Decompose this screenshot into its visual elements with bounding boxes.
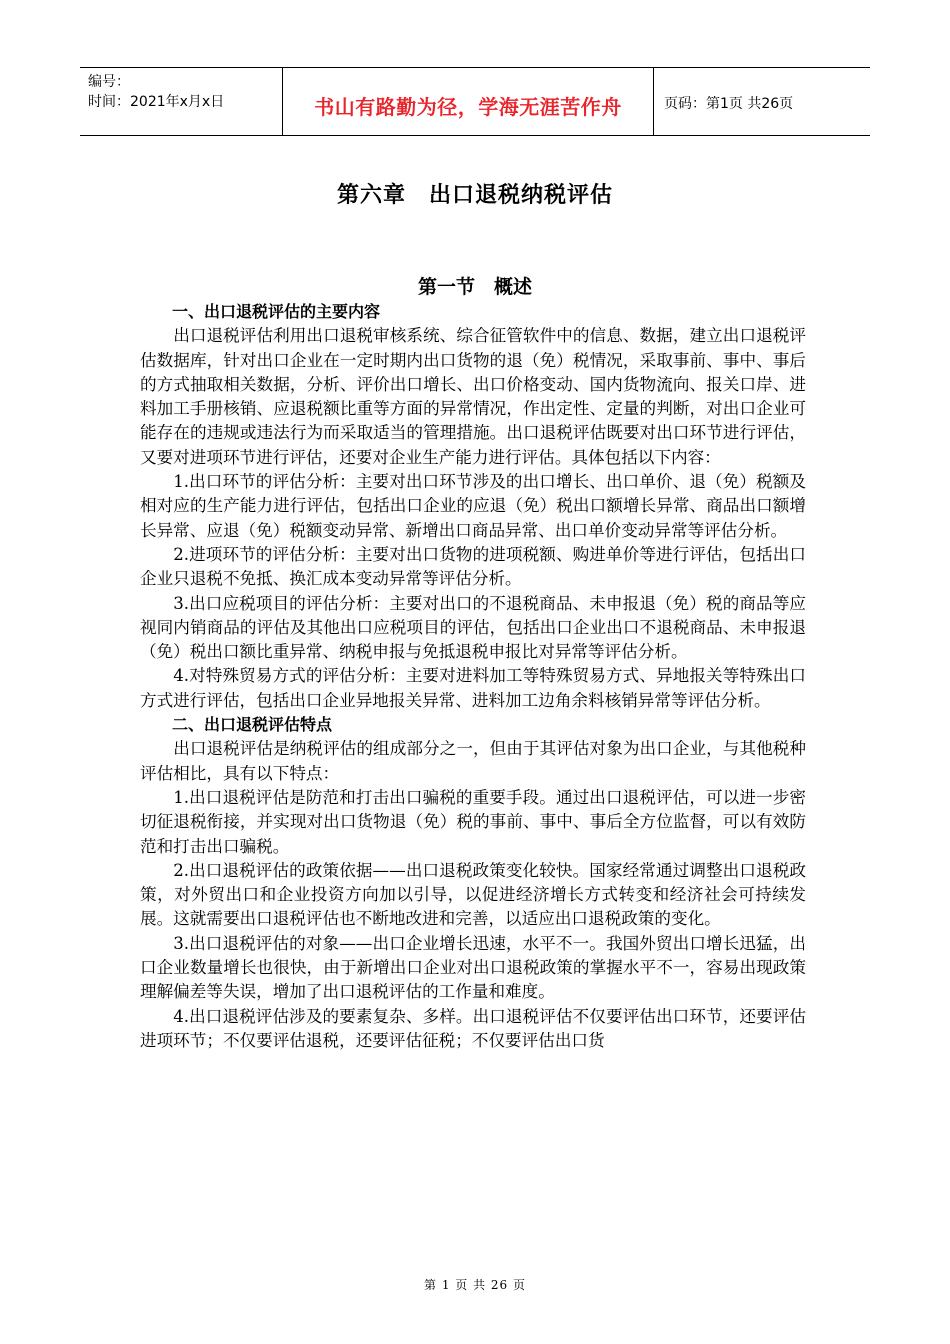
header-number-label: 编号： xyxy=(88,74,130,90)
paragraph: 3.出口应税项目的评估分析：主要对出口的不退税商品、未申报退（免）税的商品等应视同内销商品的评估及其他出口应税项目的评估，包括出口企业出口不退税商品、未申报退（免）税出口额比重异常、纳税申报与免抵退税申报比对异常等评估分析。 xyxy=(140,593,806,662)
paragraph: 4.对特殊贸易方式的评估分析：主要对进料加工等特殊贸易方式、异地报关等特殊出口方式进行评估，包括出口企业异地报关异常、进料加工边角余料核销异常等评估分析。 xyxy=(140,666,806,710)
paragraph: 1.出口环节的评估分析：主要对出口环节涉及的出口增长、出口单价、退（免）税额及相对应的生产能力进行评估，包括出口企业的应退（免）税出口额增长异常、商品出口额增长异常、应退（免）税额变动异常、新增出口商品异常、出口单价变动异常等评估分析。 xyxy=(140,472,806,540)
header-motto: 书山有路勤为径，学海无涯苦作舟 xyxy=(314,95,622,119)
chapter-title: 第六章 出口退税纳税评估 xyxy=(336,183,613,208)
header-meta xyxy=(88,72,278,112)
paragraph: 1.出口退税评估是防范和打击出口骗税的重要手段。通过出口退税评估，可以进一步密切征退税衔接，并实现对出口货物退（免）税的事前、事中、事后全方位监督，可以有效防范和打击出口骗税。 xyxy=(140,787,806,856)
paragraph: 2.出口退税评估的政策依据——出口退税政策变化较快。国家经常通过调整出口退税政策，对外贸出口和企业投资方向加以引导，以促进经济增长方式转变和经济社会可持续发展。这就需要出口退税评估也不断地改进和完善，以适应出口退税政策的变化。 xyxy=(140,860,806,929)
header-divider-right xyxy=(653,67,654,136)
paragraph: 2.进项环节的评估分析：主要对出口货物的进项税额、购进单价等进行评估，包括出口企业只退税不免抵、换汇成本变动异常等评估分析。 xyxy=(140,544,806,589)
paragraph: 出口退税评估利用出口退税审核系统、综合征管软件中的信息、数据，建立出口退税评估数据库，针对出口企业在一定时期内出口货物的退（免）税情况，采取事前、事中、事后的方式抽取相关数据，分析、评价出口增长、出口价格变动、国内货物流向、报关口岸、进料加工手册核销、应退税额比重等方面的异常情况，作出定性、定量的判断，对出口企业可能存在的违规或违法行为而采取适当的管理措施。出口退税评估既要对出口环节进行评估，又要对进项环节进行评估，还要对企业生产能力进行评估。具体包括以下内容： xyxy=(140,326,806,467)
page-footer: 第 1 页 共 26 页 xyxy=(424,1278,526,1292)
heading-main-content: 一、出口退税评估的主要内容 xyxy=(172,302,381,321)
header-bottom-rule xyxy=(80,135,870,136)
paragraph: 出口退税评估是纳税评估的组成部分之一，但由于其评估对象为出口企业，与其他税种评估相比，具有以下特点： xyxy=(140,739,806,783)
paragraph: 3.出口退税评估的对象——出口企业增长迅速，水平不一。我国外贸出口增长迅猛，出口企业数量增长也很快，由于新增出口企业对出口退税政策的掌握水平不一，容易出现政策理解偏差等失误，增加了出口退税评估的工作量和难度。 xyxy=(140,933,806,1002)
heading-features: 二、出口退税评估特点 xyxy=(172,715,333,735)
document-body xyxy=(140,300,806,1053)
header-top-rule xyxy=(80,67,870,68)
paragraph: 4.出口退税评估涉及的要素复杂、多样。出口退税评估不仅要评估出口环节，还要评估进项环节；不仅要评估退税，还要评估征税；不仅要评估出口货 xyxy=(140,1006,806,1050)
header-page-info: 页码：第1页 共26页 xyxy=(664,96,794,112)
section-title: 第一节 概述 xyxy=(417,276,532,298)
header-time-label: 时间：2021年x月x日 xyxy=(88,94,225,110)
